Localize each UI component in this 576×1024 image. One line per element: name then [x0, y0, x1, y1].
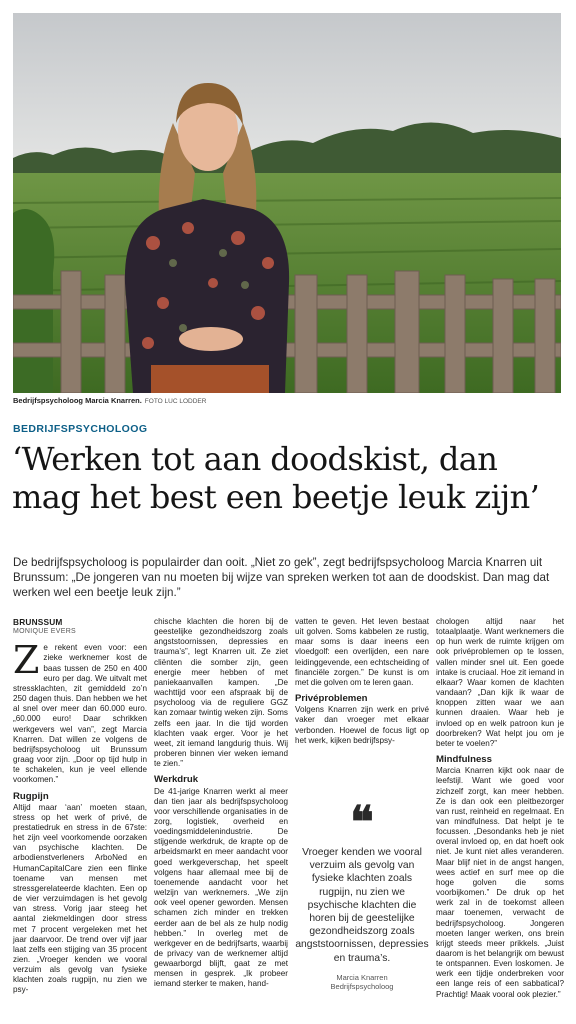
quote-icon: ❝ — [350, 797, 374, 848]
photo-caption — [13, 396, 561, 405]
article-column-2 — [154, 617, 288, 990]
paragraph: chologen altijd naar het totaalplaatje. Want werknemers die op hun werk de ruimte krijgen om ook privéproblemen op te lossen, vallen minder snel uit. Een goede intake is cruciaal. Hoe zit iemand in elkaar? Waar komen de klachten vandaan? „Dan kijk ik waar de knoppen zitten waar we aan kunnen draaien. Waar heb je invloed op en welk patroon kun je doorbreken? Wat helpt jou om je beter te voelen?” — [436, 617, 564, 748]
intro-paragraph: De bedrijfspsycholoog is populairder dan ooit. „Niet zo gek”, zegt bedrijfspsycholoog Marcia Knarren uit Brunssum: „De jongeren van nu moeten bij wijze van spreken werken tot aan de doodskist. Dan mag dat werken wel een beetje leuk zijn.” — [13, 556, 550, 599]
subheading-mindfulness: Mindfulness — [436, 754, 492, 766]
pull-quote-text: Vroeger kenden we vooral verzuim als gevolg van fysieke klachten zoals rugpijn, nu zien we psychische klachten die horen bij de geestelijke gezondheidszorg zoals angststoornissen, depressies en trauma’s. — [295, 847, 429, 964]
paragraph: Marcia Knarren kijkt ook naar de leefstijl. Want wie goed voor zichzelf zorgt, kan meer hebben. Ze is dan ook een pleitbezorger van rust, reinheid en regelmaat. En van mindfulness. Dat helpt je te focussen. „Desondanks heb je niet overal invloed op, en dat hoeft ook niet. Je kunt niet alles veranderen. Maar blijf niet in de angst hangen, wees actief en surf mee op die hoge golven die soms voorbijkomen.” De druk op het werk zal in de toekomst alleen maar toenemen, verwacht de bedrijfspsycholoog. Jongeren moeten langer werken, ons brein krijgt steeds meer prikkels. „Juist daarom is het belangrijk om bewust te ontspannen. Even loskomen. Je werk een tijdje onderbreken voor een lange reis of een sabbatical? Prachtig! Maak vooral ook plezier.” — [436, 766, 564, 999]
headline-line-2: mag het best een beetje leuk zijn’ — [12, 478, 540, 516]
paragraph-text: e rekent even voor: een zieke werknemer kost de baas tussen de 250 en 400 euro per dag. We uitvalt met stressklachten, zit gemiddeld zo’n 250 dagen thuis. Dan hebben we het al snel over meer dan 60.000 euro. „60.000 euro! Daar schrikken werkgevers wel van”, zegt Marcia Knarren. Dat willen ze volgens de bedrijfspsycholoog uit Brunssum graag voor zijn. „Door op tijd hulp in te schakelen, kun je veel ellende voorkomen.” — [13, 643, 147, 785]
pull-quote-attribution — [295, 973, 429, 991]
byline-author: MONIQUE EVERS — [13, 628, 77, 636]
article-column-3 — [295, 617, 429, 746]
paragraph: Altijd maar ‘aan’ moeten staan, stress op het werk of privé, de prestatiedruk en stress in de 67ste: het zijn veel voorkomende oorzaken van psychische klachten. De arbodienstverleners ArboNed en HumanCapitalCare zien een flinke toename van mensen met stressgerelateerde klachten. Een op de vier verzuimdagen is het gevolg van stress. Vorig jaar steeg het aantal ziekmeldingen door stress met 7 procent vergeleken met het jaar daarvoor. De trend over vijf jaar laat zelfs een stijging van 35 procent zien. „Vroeger kenden we vooral verzuim als gevolg van fysieke klachten zoals rugpijn, nu zien we psy- — [13, 802, 147, 995]
article-column-1 — [13, 617, 147, 996]
caption-name: Bedrijfspsycholoog Marcia Knarren. — [13, 396, 142, 405]
article-column-4 — [436, 617, 564, 1000]
subheading-werkdruk: Werkdruk — [154, 774, 199, 786]
paragraph: Volgens Knarren zijn werk en privé vaker dan vroeger met elkaar verbonden. Hoewel de focus ligt op het werk, kijken bedrijfspsy- — [295, 705, 429, 745]
drop-cap: Z — [13, 638, 40, 683]
pull-quote-name: Marcia Knarren — [336, 972, 388, 982]
article-photo — [13, 13, 561, 393]
rubric: BEDRIJFSPSYCHOLOOG — [13, 423, 148, 435]
pull-quote — [295, 797, 429, 1018]
caption-credit: FOTO LUC LODDER — [144, 398, 207, 405]
paragraph: vatten te geven. Het leven bestaat uit golven. Soms kabbelen ze rustig, maar soms is daar ineens een vloedgolf: een overlijden, een nare leidinggevende, een echtscheiding of financiële zorgen.” De kunst is om met die golven om te leren gaan. — [295, 617, 429, 687]
subheading-rugpijn: Rugpijn — [13, 790, 49, 802]
byline-place: BRUNSSUM — [13, 617, 63, 627]
subheading-priveproblemen: Privéproblemen — [295, 693, 368, 705]
paragraph: De 41-jarige Knarren werkt al meer dan tien jaar als bedrijfspsycholoog voor verschillende organisaties in de zorg, logistiek, overheid en voedingsmiddelenindustrie. De stijgende werkdruk, de krapte op de arbeidsmarkt en meer aandacht voor goed werkgeverschap, het speelt volgens haar allemaal mee bij de toenemende aandacht voor het welzijn van werknemers. „We zijn ook veel opener geworden. Mensen schamen zich minder en trekken eerder aan de bel als ze hulp nodig hebben.” In overleg met de werkgever en de bedrijfsarts, waarbij de privacy van de werknemer altijd gewaarborgd blijft, gaat ze met mensen in gesprek. „Ik probeer iemand sterker te maken, hand- — [154, 786, 288, 989]
paragraph: chische klachten die horen bij de geestelijke gezondheidszorg zoals angststoornissen, depressies en trauma’s”, legt Knarren uit. Ze ziet cliënten die somber zijn, geen energie meer hebben of met paniekaanvallen kampen. „De wachttijd voor een afspraak bij de psycholoog via de reguliere GGZ kan zomaar twintig weken zijn. Soms zelfs een jaar. In die tijd worden klachten vaak erger. Voor je het weet, zit iemand langdurig thuis. Wij proberen binnen vier weken iemand te zien.” — [154, 617, 288, 769]
pull-quote-role: Bedrijfspsycholoog — [330, 981, 394, 991]
headline — [12, 440, 564, 516]
paragraph — [13, 638, 147, 785]
headline-line-1: ‘Werken tot aan doodskist, dan — [12, 440, 498, 478]
